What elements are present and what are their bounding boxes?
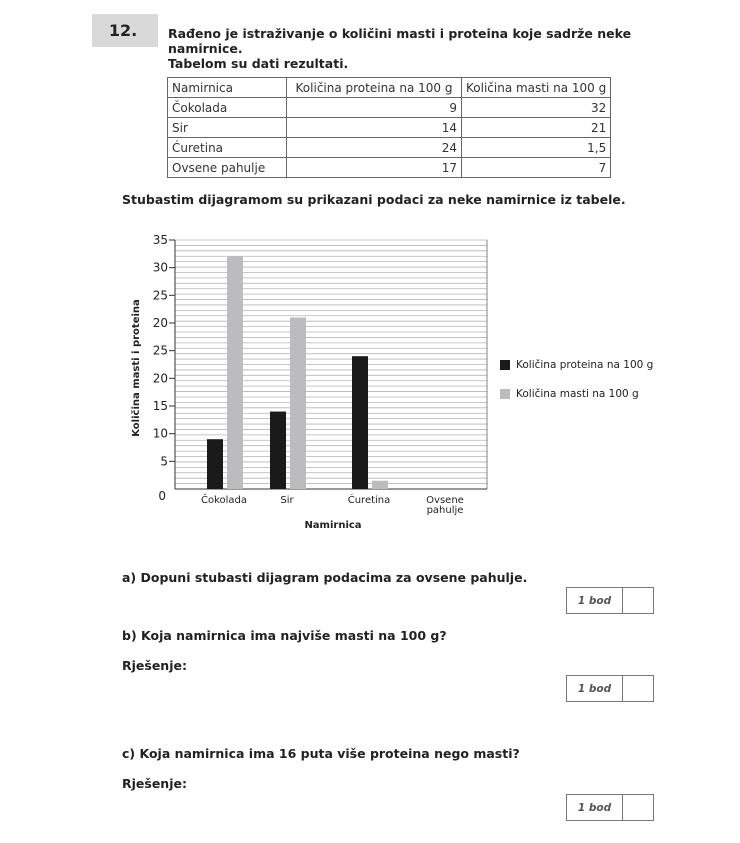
part-a-text: a) Dopuni stubasti dijagram podacima za ovsene pahulje. bbox=[122, 570, 528, 585]
legend-swatch-protein bbox=[500, 360, 510, 370]
x-tick-label: Ovsene bbox=[426, 495, 464, 506]
bar-fat bbox=[372, 481, 388, 489]
y-axis-title: Količina masti i proteina bbox=[131, 299, 142, 437]
points-box-b bbox=[566, 675, 654, 702]
table-cell: 9 bbox=[287, 98, 462, 118]
y-tick-label: 30 bbox=[152, 260, 168, 275]
table-header-cell: Količina proteina na 100 g bbox=[287, 78, 462, 98]
table-header-cell: Namirnica bbox=[168, 78, 287, 98]
y-tick-label: 0 bbox=[158, 489, 166, 503]
legend-item-fat bbox=[500, 388, 639, 400]
legend-label-protein: Količina proteina na 100 g bbox=[516, 359, 654, 371]
x-tick-label: Čokolada bbox=[200, 495, 248, 506]
y-tick-label: 20 bbox=[152, 316, 168, 330]
y-tick-label: 10 bbox=[152, 426, 168, 441]
table-cell: Čokolada bbox=[168, 98, 287, 118]
table-header-cell: Količina masti na 100 g bbox=[462, 78, 611, 98]
part-b-text: b) Koja namirnica ima najviše masti na 100 g? bbox=[122, 628, 447, 643]
table-cell: Ovsene pahulje bbox=[168, 158, 287, 178]
bar-protein bbox=[352, 356, 368, 489]
y-tick-label: 25 bbox=[152, 343, 168, 358]
points-label: 1 bod bbox=[567, 588, 623, 613]
points-score-cell[interactable] bbox=[623, 676, 653, 701]
x-tick-label: Sir bbox=[280, 495, 294, 506]
table-cell: 24 bbox=[287, 138, 462, 158]
table-cell: 1,5 bbox=[462, 138, 611, 158]
question-text-line-1: Rađeno je istraživanje o količini masti i proteina koje sadrže neke namirnice. bbox=[168, 26, 632, 56]
bar-protein bbox=[207, 439, 223, 489]
table-cell: 17 bbox=[287, 158, 462, 178]
table-cell: 21 bbox=[462, 118, 611, 138]
points-label: 1 bod bbox=[567, 795, 623, 820]
table-cell: 14 bbox=[287, 118, 462, 138]
table-cell: Ćuretina bbox=[168, 138, 287, 158]
y-tick-label: 20 bbox=[152, 371, 168, 386]
points-label: 1 bod bbox=[567, 676, 623, 701]
bar-protein bbox=[270, 412, 286, 489]
legend-swatch-fat bbox=[500, 389, 510, 399]
x-tick-label: pahulje bbox=[426, 505, 464, 516]
y-tick-label: 35 bbox=[152, 233, 168, 247]
y-tick-label: 25 bbox=[152, 288, 168, 303]
table-cell: 32 bbox=[462, 98, 611, 118]
y-tick-label: 15 bbox=[152, 399, 168, 413]
part-b-answer-label: Rješenje: bbox=[122, 658, 187, 673]
chart-intro-text: Stubastim dijagramom su prikazani podaci za neke namirnice iz tabele. bbox=[122, 192, 626, 207]
table-cell: 7 bbox=[462, 158, 611, 178]
x-tick-label: Ćuretina bbox=[347, 495, 391, 506]
points-box-c bbox=[566, 794, 654, 821]
points-score-cell[interactable] bbox=[623, 588, 653, 613]
part-c-text: c) Koja namirnica ima 16 puta više proteina nego masti? bbox=[122, 746, 520, 761]
y-tick-label: 5 bbox=[160, 454, 168, 469]
question-number: 12. bbox=[92, 14, 158, 47]
legend-item-protein bbox=[500, 359, 653, 371]
table-cell: Sir bbox=[168, 118, 287, 138]
points-score-cell[interactable] bbox=[623, 795, 653, 820]
bar-fat bbox=[227, 257, 243, 489]
points-box-a bbox=[566, 587, 654, 614]
legend-label-fat: Količina masti na 100 g bbox=[516, 388, 639, 400]
bar-fat bbox=[290, 317, 306, 489]
x-axis-title: Namirnica bbox=[304, 520, 362, 531]
part-c-answer-label: Rješenje: bbox=[122, 776, 187, 791]
question-text-line-2: Tabelom su dati rezultati. bbox=[168, 56, 349, 71]
